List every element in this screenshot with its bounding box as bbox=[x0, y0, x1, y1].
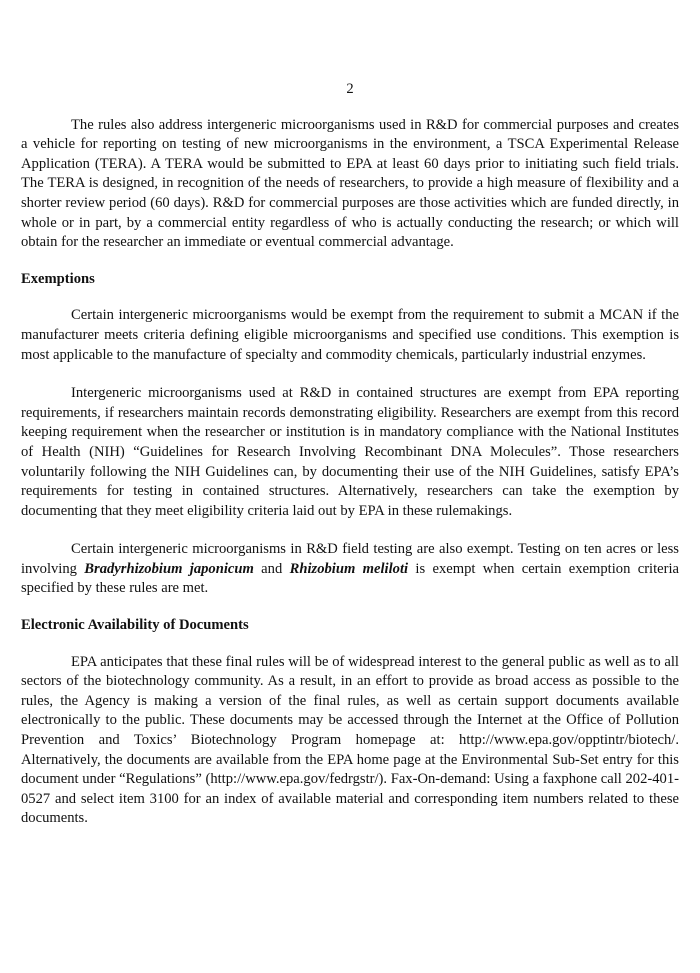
heading-electronic-availability: Electronic Availability of Documents bbox=[21, 617, 249, 634]
paragraph-contained-structures: Intergeneric microorganisms used at R&D in contained structures are exempt from EPA reporting requirements, if researchers maintain records demonstrating eligibility. Researchers are exempt from this record keeping requirement when the researcher or institution is in mandatory compliance with the National Institutes of Health (NIH) “Guidelines for Research Involving Recombinant DNA Molecules”. Those researchers voluntarily following the NIH Guidelines can, by documenting their use of the NIH Guidelines, satisfy EPA’s requirements for testing in contained structures. Alternatively, researchers can take the exemption by documenting that they meet eligibility criteria laid out by EPA in these rulemakings. bbox=[21, 385, 679, 519]
paragraph-mcan-exemption: Certain intergeneric microorganisms would be exempt from the requirement to submit a MCAN if the manufacturer meets criteria defining eligible microorganisms and specified use conditions. This exemption is most applicable to the manufacture of specialty and commodity chemicals, particularly industrial enzymes. bbox=[21, 307, 679, 363]
field-testing-text-2: and bbox=[253, 560, 290, 577]
paragraph-rd-commercial: The rules also address intergeneric microorganisms used in R&D for commercial purposes and creates a vehicle for reporting on testing of new microorganisms in the environment, a TSCA Experimental Release Application (TERA). A TERA would be submitted to EPA at least 60 days prior to initiating such field trials. The TERA is designed, in recognition of the needs of researchers, to provide a high measure of flexibility and a shorter review period (60 days). R&D for commercial purposes are those activities which are funded directly, in whole or in part, by a commercial entity regardless of who is actually conducting the research; or which will obtain for the researcher an immediate or eventual commercial advantage. bbox=[21, 116, 679, 251]
page-number: 2 bbox=[346, 81, 354, 97]
paragraph-field-testing bbox=[21, 540, 679, 599]
heading-exemptions: Exemptions bbox=[21, 270, 95, 287]
field-testing-text-1: Certain intergeneric microorganisms in R&D field testing are also exempt. Testing on ten acres or less involving bbox=[21, 541, 679, 577]
paragraph-electronic-access: EPA anticipates that these final rules will be of widespread interest to the general public as well as to all sectors of the biotechnology community. As a result, in an effort to provide as broad access as possible to the rules, the Agency is making a version of the final rules, as well as certain support documents available electronically to the public. These documents may be accessed through the Internet at the Office of Pollution Prevention and Toxics’ Biotechnology Program homepage at: http://www.epa.gov/opptintr/biotech/. Alternatively, the documents are available from the EPA home page at the Environmental Sub-Set entry for this document under “Regulations” (http://www.epa.gov/fedrgstr/). Fax-On-demand: Using a faxphone call 202-401-0527 and select item 3100 for an index of available material and corresponding item numbers related to these documents. bbox=[21, 653, 679, 827]
field-testing-text-3: is exempt when certain exemption criteria specified by these rules are met. bbox=[21, 560, 680, 597]
species-rhizobium: Rhizobium meliloti bbox=[289, 560, 409, 577]
document-page bbox=[21, 80, 679, 829]
species-bradyrhizobium: Bradyrhizobium japonicum bbox=[84, 560, 254, 577]
